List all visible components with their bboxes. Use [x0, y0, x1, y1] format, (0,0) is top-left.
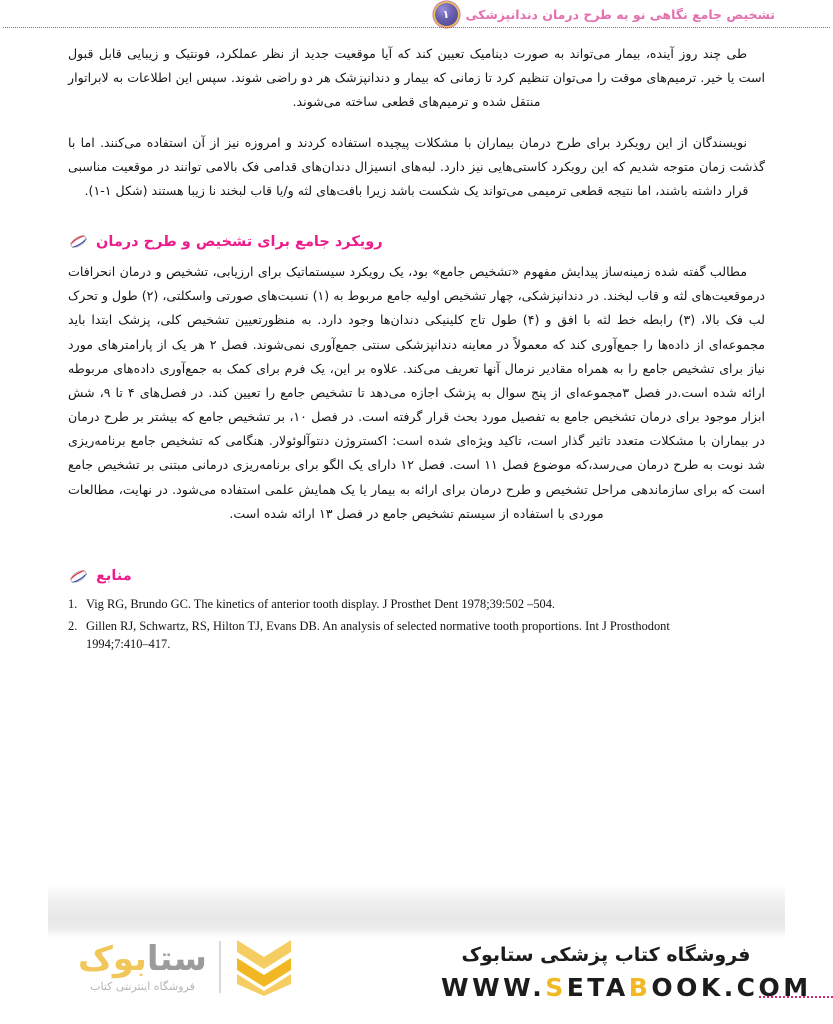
url-part: S	[545, 972, 567, 1002]
reference-text: Gillen RJ, Schwartz, RS, Hilton TJ, Evans DB. An analysis of selected normative tooth proportions. Int J Prosthodont 1994;7:410–417.	[86, 618, 670, 652]
footer-website-url[interactable]	[441, 972, 812, 1002]
logo-wordmark	[78, 938, 207, 979]
body-paragraph-1: طی چند روز آینده، بیمار می‌تواند به صورت دینامیک تعیین کند که آیا موقعیت جدید از نظر عملکرد، فونتیک و زیبایی قابل قبول است یا خیر. ترمیم‌های موقت را می‌توان تنظیم کرد تا زمانی که بیمار و دندانپزشک هر دو راضی شوند. سپس این اطلاعات به لابراتوار منتقل شده و ترمیم‌های قطعی ساخته می‌شوند.	[68, 46, 765, 110]
body-paragraph-2: نویسندگان از این رویکرد برای طرح درمان بیماران با مشکلات پیچیده استفاده کردند و امروزه نیز از آن استفاده می‌کنند. اما با گذشت زمان متوجه شدیم که این رویکرد کاستی‌هایی نیز دارد. لبه‌های انسیزال دندان‌های قدامی فک بالامی توانند در موقعیت مناسبی قرار داشته باشند، اما نتیجه قطعی ترمیمی می‌تواند یک شکست باشد زیرا بافت‌های لثه و/یا قاب لبخند نا زیبا هستند (شکل ۱-۱).	[68, 134, 765, 198]
chevron-down-stack-icon	[233, 938, 295, 996]
logo-divider	[219, 941, 221, 993]
footer-brand-block	[441, 944, 812, 1002]
footer-watermark	[0, 930, 833, 1024]
logo-word-gray: ستا	[146, 938, 207, 979]
chapter-number-label: ۱	[442, 7, 450, 21]
url-part: ETA	[566, 972, 629, 1002]
footer-dotted-rule	[759, 996, 833, 998]
running-header	[0, 0, 833, 30]
references-gap	[68, 532, 765, 566]
reference-list	[68, 595, 765, 654]
footer-store-line: فروشگاه کتاب پزشکی ستابوک	[461, 944, 751, 966]
header-dotted-rule	[3, 27, 830, 28]
url-part: B	[628, 972, 652, 1002]
reference-item	[68, 595, 765, 614]
section-heading-references-label: منابع	[96, 568, 132, 585]
paragraph-gap	[68, 121, 765, 131]
reference-item	[68, 617, 765, 654]
running-header-inner	[435, 2, 775, 26]
logo-word-gold: بوک	[78, 938, 147, 979]
running-header-title: تشخیص جامع نگاهی نو به طرح درمان دندانپزشکی	[465, 6, 775, 22]
section-gap	[68, 209, 765, 231]
reference-number: 1.	[68, 596, 78, 611]
reference-number: 2.	[68, 618, 78, 633]
section-heading-references	[68, 566, 765, 587]
chapter-number-badge	[435, 3, 458, 26]
page-content	[68, 42, 765, 657]
footer-logo[interactable]	[78, 938, 295, 996]
body-paragraph-3: مطالب گفته شده زمینه‌ساز پیدایش مفهوم «تشخیص جامع» بود، یک رویکرد سیستماتیک برای ارزیابی، تشخیص و درمان انحرافات درموقعیت‌های لثه و قاب لبخند. در دندانپزشکی، چهار تشخیص اولیه جامع مربوط به (۱) نسبت‌های صورتی واسکلتی، (۲) طول و تحرک لب فک بالا، (۳) رابطه خط لثه با افق و (۴) طول تاج کلینیکی دندان‌ها وجود دارد. به منظورتعیین تشخیص کلی، پزشک ابتدا باید مجموعه‌ای از داده‌ها را جمع‌آوری کند که معمولاً در معاینه دندانپزشکی سنتی جمع‌آوری نمی‌شوند. فصل ۲ هر یک از پارامترهای مورد نیاز برای تشخیص جامع را به همراه مقادیر نرمال آنها تعریف می‌کند. علاوه بر این، یک فرم برای کمک به جمع‌آوری داده‌های مربوطه ارائه شده است.در فصل ۳مجموعه‌ای از پنج سوال به پزشک اجازه می‌دهد تا تشخیص جامع را تعیین کند. در فصل‌های ۴ تا ۹، شش ابزار موجود برای درمان تشخیص جامع به تفصیل مورد بحث قرار گرفته است. در فصل ۱۰، بر تشخیص جامع که بیشتر بر طرح درمان در بیماران با مشکلات متعدد تاثیر گذار است، تاکید ویژه‌ای شده است: اکستروژن دنتوآلوئولار. هنگامی که تشخیص جامع برنامه‌ریزی شد نوبت به طرح درمان می‌رسد،که موضوع فصل ۱۱ است. فصل ۱۲ دارای یک الگو برای برنامه‌ریزی درمانی مبتنی بر تشخیص جامع است که برای سازماندهی مراحل تشخیص و طرح درمان برای ارائه به بیمار یا یک همایش علمی استفاده می‌شود. در نهایت، مطالعات موردی با استفاده از سیستم تشخیص جامع در فصل ۱۳ ارائه شده است.	[68, 264, 766, 521]
reference-text: Vig RG, Brundo GC. The kinetics of anterior tooth display. J Prosthet Dent 1978;39:502 –504.	[86, 596, 556, 611]
logo-tagline: فروشگاه اینترنتی کتاب	[90, 979, 195, 993]
section-heading-approach	[68, 231, 765, 252]
logo-wordmark-block	[78, 938, 207, 993]
url-part: OOK.COM	[651, 972, 812, 1002]
football-oval-icon	[68, 231, 89, 252]
url-part: WWW.	[441, 972, 546, 1002]
section-heading-approach-label: رویکرد جامع برای تشخیص و طرح درمان	[96, 233, 383, 250]
football-oval-icon	[68, 566, 89, 587]
footer-gradient-band	[48, 884, 785, 930]
